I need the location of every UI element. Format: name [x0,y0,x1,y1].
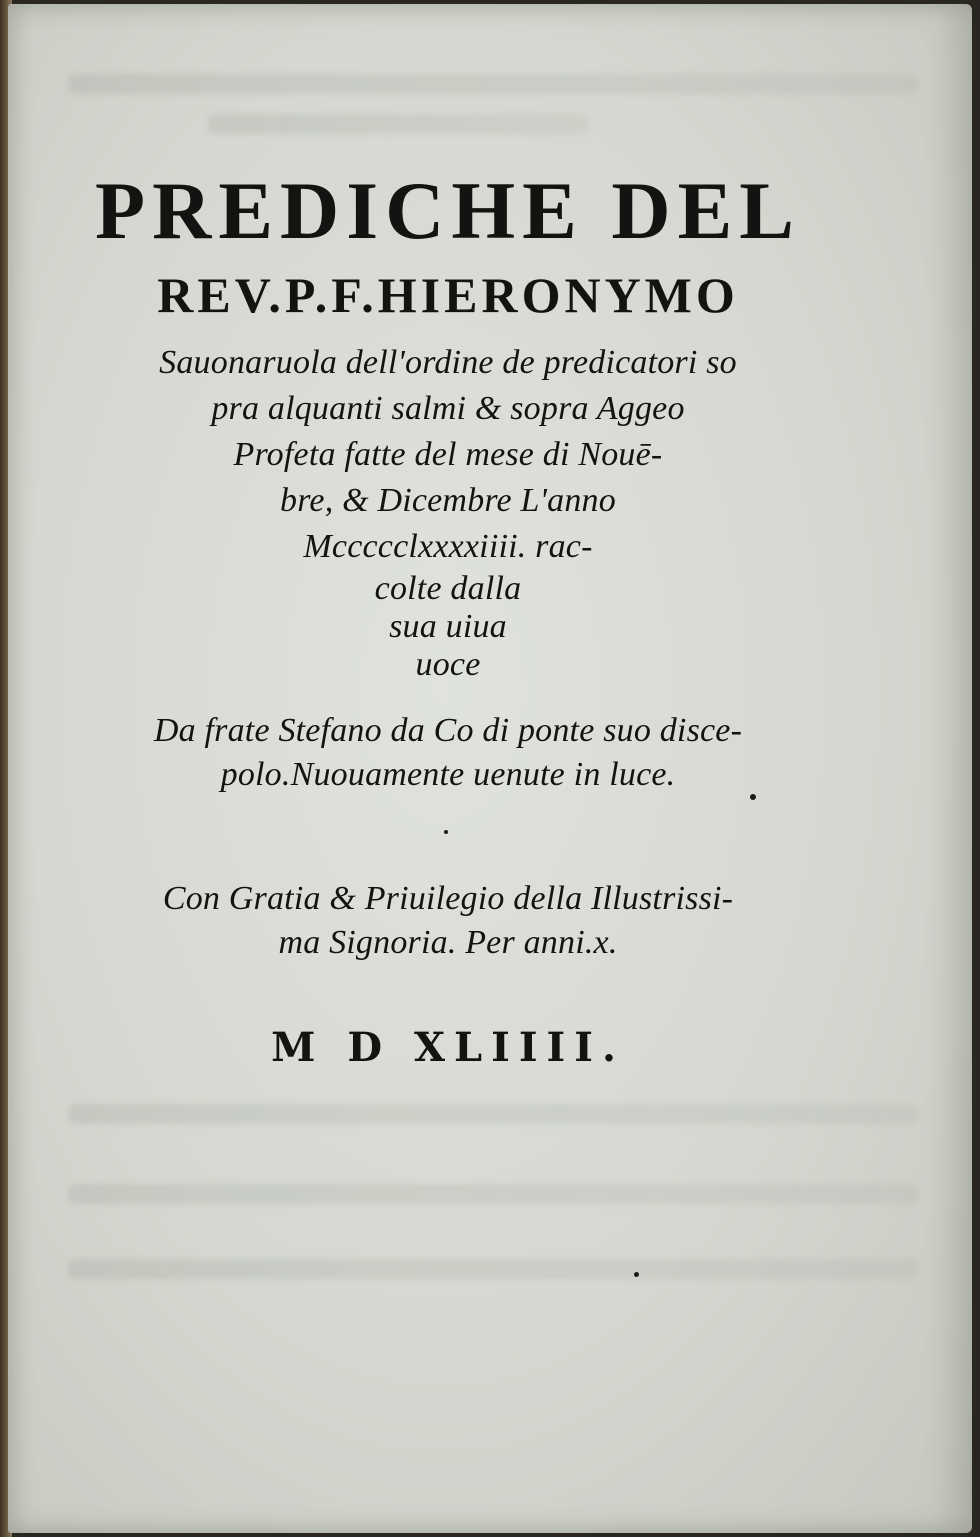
show-through-text [68,1259,918,1279]
body-line: Sauonaruola dell'ordine de predicatori so [159,344,737,381]
printer-dot [634,1272,639,1277]
printer-dot [444,830,448,834]
disciple-line: Da frate Stefano da Co di ponte suo disce- [153,712,743,749]
body-line: Mccccclxxxxiiii. rac- [303,528,593,565]
privilege-line: Con Gratia & Priuilegio della Illustrissi- [162,880,734,917]
body-line: uoce [415,646,481,683]
show-through-text [68,1184,918,1204]
title-page [8,4,972,1533]
show-through-text [68,74,918,94]
body-line: pra alquanti salmi & sopra Aggeo [211,390,685,427]
title-line-2: REV.P.F.HIERONYMO [157,267,739,323]
imprint-date: M D XLIIII. [271,1024,625,1071]
privilege-line: ma Signoria. Per anni.x. [278,924,618,961]
disciple-line: polo.Nuouamente uenute in luce. [220,756,676,793]
printer-dot [750,794,756,800]
title-line-1: PREDICHE DEL [95,165,801,256]
show-through-text [68,1104,918,1124]
body-line: colte dalla [374,570,522,607]
body-line: Profeta fatte del mese di Nouē- [233,436,663,473]
body-line: bre, & Dicembre L'anno [280,482,616,519]
show-through-text [208,114,588,134]
body-line: sua uiua [389,608,507,645]
